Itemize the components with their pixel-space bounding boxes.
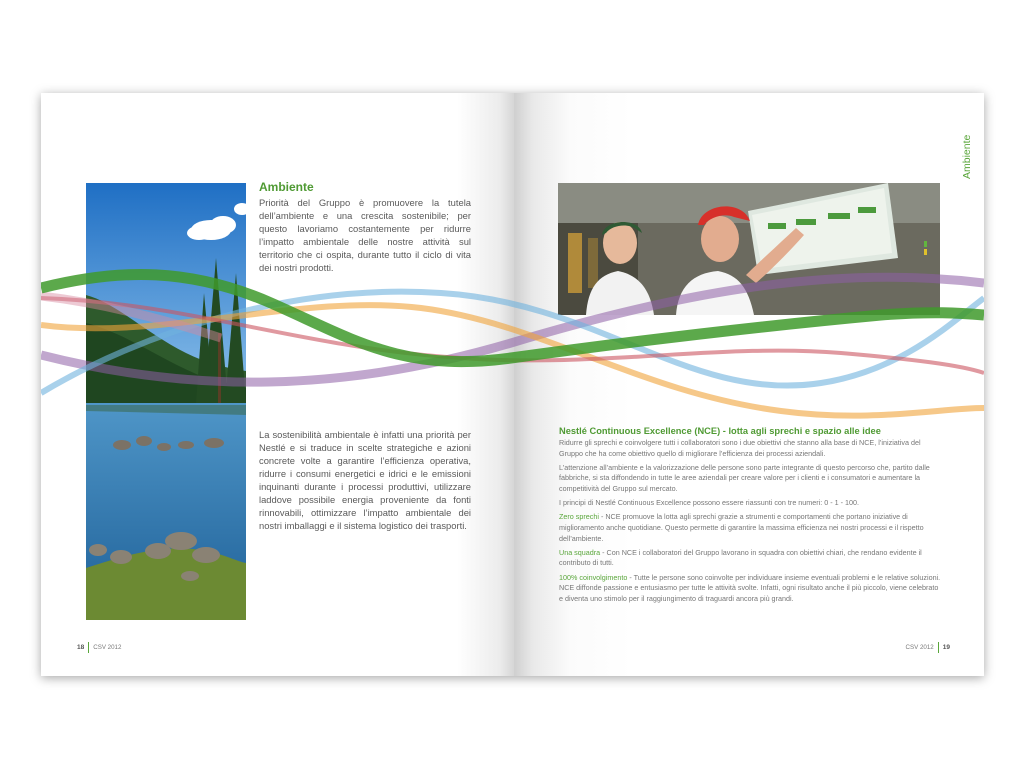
right-page <box>514 93 984 676</box>
lake-forest-photo <box>86 183 246 620</box>
nce-item-one-label: Una squadra <box>559 547 601 557</box>
footer-divider-right <box>938 642 939 653</box>
nce-item-one <box>559 548 944 569</box>
intro-paragraph: Priorità del Gruppo è promuovere la tutela dell’ambiente e una crescita sostenibile; per questo lavoriamo costantemente per ridurre l’impatto ambientale delle nostre attività sul territorio che ci ospita, durante tutto il ciclo di vita dei nostri prodotti. <box>259 197 471 273</box>
footer-label-right: CSV 2012 <box>905 644 934 651</box>
footer-divider <box>88 642 89 653</box>
nce-paragraph-2: L’attenzione all’ambiente e la valorizzazione delle persone sono parte integrante di questo percorso che, partito dalle fabbriche, si sta diffondendo in tutte le aree aziendali per creare valore per i clienti e i consumatori e aumentare la competitività del Gruppo sul mercato. <box>559 462 930 493</box>
nce-item-hundred <box>559 573 944 605</box>
nce-item-zero-text: - NCE promuove la lotta agli sprechi grazie a strumenti e comportamenti che portano iniziative di miglioramento anche quotidiane. Questo permette di garantire la massima efficienza nei nostri processi e il rispetto dell’ambiente. <box>559 512 924 543</box>
footer-right <box>906 642 950 653</box>
nce-heading: Nestlé Continuous Excellence (NCE) - lotta agli sprechi e spazio alle idee <box>559 426 881 436</box>
nce-paragraph-3: I principi di Nestlé Continuous Excellence possono essere riassunti con tre numeri: 0 - 1 - 100. <box>559 498 860 508</box>
factory-workers-photo <box>558 183 940 315</box>
left-page <box>41 93 514 676</box>
page-number: 18 <box>77 644 85 651</box>
page-number-right: 19 <box>942 644 950 651</box>
section-label: Ambiente <box>961 134 973 179</box>
footer-label: CSV 2012 <box>93 644 122 651</box>
page-title: Ambiente <box>259 180 314 194</box>
nce-item-hundred-label: 100% coinvolgimento <box>559 572 628 582</box>
brochure-spread <box>41 93 984 676</box>
nce-item-one-text: - Con NCE i collaboratori del Gruppo lavorano in squadra con obiettivi chiari, che rendano evidente il contributo di tutti. <box>559 547 922 568</box>
footer-left <box>77 642 121 653</box>
nce-item-zero <box>559 512 944 544</box>
nce-item-hundred-text: - Tutte le persone sono coinvolte per individuare insieme eventuali problemi e le relative soluzioni. NCE diffonde passione e entusiasmo per tutte le attività svolte. Infatti, ogni risultato anche il più piccolo, viene celebrato e diventa uno stimolo per il raggiungimento di traguardi ancora più grandi. <box>559 572 941 603</box>
nce-item-zero-label: Zero sprechi <box>559 512 599 522</box>
nce-paragraph-1: Ridurre gli sprechi e coinvolgere tutti i collaboratori sono i due obiettivi che stanno alla base di NCE, l’iniziativa del Gruppo che ha come obiettivo quello di migliorare l’efficienza dei processi aziendali. <box>559 438 921 458</box>
sustainability-paragraph: La sostenibilità ambientale è infatti una priorità per Nestlé e si traduce in scelte strategiche e azioni concrete volte a garantire l’efficienza operativa, ridurre i consumi energetici e idrici e le emissioni inquinanti durante i processi produttivi, utilizzare laddove possibile energia proveniente da fonti rinnovabili, ottimizzare l’impatto ambientale dei nostri imballaggi e il sistema logistico dei trasporti. <box>259 429 471 531</box>
nce-body <box>559 438 944 608</box>
